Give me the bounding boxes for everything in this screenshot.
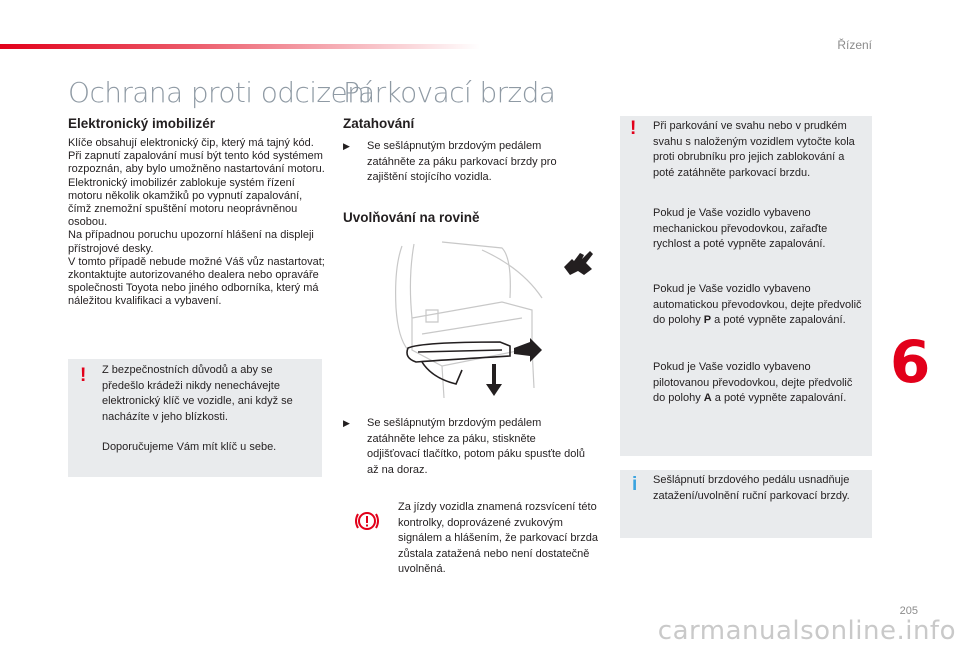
- info-icon: i: [632, 474, 638, 495]
- immobiliser-heading: Elektronický imobilizér: [68, 116, 216, 131]
- position-p-label: P: [703, 314, 712, 326]
- immobiliser-paragraph: Na případnou poruchu upozorní hlášení na displeji přístrojové desky.: [68, 229, 314, 255]
- applying-step: [343, 139, 593, 186]
- handbrake-lever-illustration: [382, 238, 552, 402]
- watermark: carmanualsonline.info: [657, 616, 956, 646]
- key-warning-text: Z bezpečnostních důvodů a aby se předešlo krádeži nikdy nenechávejte elektronický klíč ve vozidle, ani když se nacházíte v jeho blízkosti.: [102, 364, 293, 423]
- pilot-text-end: a poté vypněte zapalování.: [711, 392, 847, 404]
- immobiliser-paragraph: Klíče obsahují elektronický čip, který má tajný kód. Při zapnutí zapalování musí být tento kód systémem rozpoznán, aby bylo umožněno nastartování motoru.: [68, 137, 325, 176]
- pilot-gearbox-text: [653, 360, 863, 407]
- release-step: [343, 416, 593, 478]
- automatic-text-end: a poté vypněte zapalování.: [711, 314, 846, 326]
- theft-protection-title: Ochrana proti odcizení: [68, 76, 372, 109]
- pilot-text-start: Pokud je Vaše vozidlo vybaveno pilotovanou převodovkou, dejte předvolič do polohy: [653, 361, 853, 404]
- parking-brake-title: Parkovací brzda: [343, 76, 556, 109]
- brake-lamp-note: Za jízdy vozidla znamená rozsvícení této kontrolky, doprovázené zvukovým signálem a hlášením, že parkovací brzda zůstala zatažená nebo není dostatečně uvolněná.: [398, 501, 598, 575]
- immobiliser-paragraph: V tomto případě nebude možné Váš vůz nastartovat; zkontaktujte autorizovaného dealera nebo opraváře společnosti Toyota nebo jiného odborníka, který má náležitou kvalifikaci a vybavení.: [68, 255, 325, 308]
- automatic-gearbox-text: [653, 282, 863, 329]
- parking-warning-box: [620, 116, 872, 456]
- manual-gearbox-text: Pokud je Vaše vozidlo vybaveno mechanickou převodovkou, zařaďte rychlost a poté vypněte zapalování.: [653, 207, 828, 250]
- info-box: [620, 470, 872, 538]
- chapter-number: 6: [890, 328, 931, 396]
- applying-step-text: Se sešlápnutým brzdovým pedálem zatáhněte za páku parkovací brzdy pro zajištění stojícího vozidla.: [367, 140, 557, 183]
- section-title: Řízení: [837, 38, 872, 52]
- page-number: 205: [899, 605, 918, 617]
- bullet-triangle-icon: ▶: [343, 418, 350, 428]
- brake-pedal-info-text: Sešlápnutí brzdového pedálu usnadňuje zatažení/uvolnění ruční parkovací brzdy.: [653, 474, 850, 502]
- position-a-label: A: [703, 392, 712, 404]
- bullet-triangle-icon: ▶: [343, 141, 350, 151]
- warning-icon: !: [630, 118, 637, 139]
- slope-warning-text: Při parkování ve svahu nebo v prudkém svahu s naloženým vozidlem vytočte kola proti obrubníku pro jejich zablokování a poté zatáhněte parkovací brzdu.: [653, 120, 855, 179]
- applying-heading: Zatahování: [343, 116, 415, 131]
- brake-warning-lamp-icon: [354, 508, 380, 534]
- immobiliser-paragraph: Elektronický imobilizér zablokuje systém řízení motoru několik okamžiků po vypnutí zapalování, čímž znemožní spuštění motoru neoprávněnou osobou.: [68, 176, 303, 229]
- release-step-text: Se sešlápnutým brzdovým pedálem zatáhněte lehce za páku, stiskněte odjišťovací tlačítko, potom páku spusťte dolů až na doraz.: [367, 417, 585, 476]
- header-accent-bar: [0, 44, 480, 49]
- warning-icon: !: [80, 365, 87, 386]
- automatic-text-start: Pokud je Vaše vozidlo vybaveno automatickou převodovkou, dejte předvolič do polohy: [653, 283, 862, 326]
- hand-release-icon: [560, 245, 596, 279]
- immobiliser-text: [68, 137, 326, 309]
- release-heading: Uvolňování na rovině: [343, 210, 480, 225]
- key-advice-text: Doporučujeme Vám mít klíč u sebe.: [102, 441, 277, 453]
- key-warning-box: [68, 359, 322, 477]
